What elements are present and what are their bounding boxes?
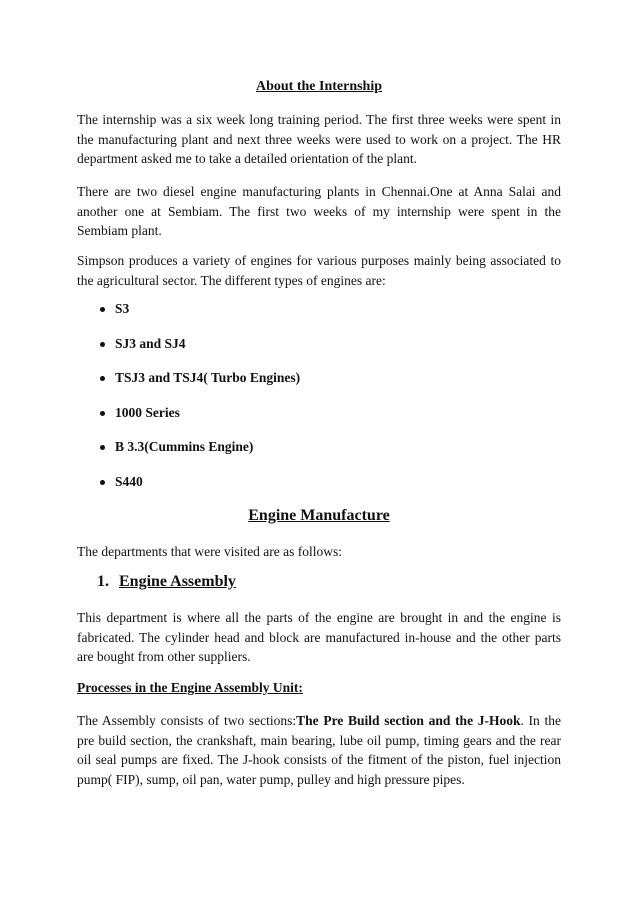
list-item-label: S440 <box>115 473 143 489</box>
plants-paragraph: There are two diesel engine manufacturing plants in Chennai.One at Anna Salai and another one at Sembiam. The first two weeks of my internship were spent in the Sembiam plant. <box>77 184 561 238</box>
departments-intro-paragraph: The departments that were visited are as follows: <box>77 544 343 559</box>
bullet-icon <box>100 307 105 312</box>
list-item <box>77 369 561 404</box>
list-item-label: TSJ3 and TSJ4( Turbo Engines) <box>115 370 301 385</box>
bullet-icon <box>100 411 105 416</box>
about-internship-heading: About the Internship <box>255 79 383 94</box>
engine-manufacture-heading: Engine Manufacture <box>248 507 390 524</box>
bullet-icon <box>100 376 105 381</box>
list-item <box>77 404 561 439</box>
bullet-icon <box>100 445 105 450</box>
list-item-label: S3 <box>115 301 130 316</box>
list-item-label: SJ3 and SJ4 <box>115 335 186 351</box>
engine-assembly-heading <box>97 573 236 591</box>
section-title: Engine Assembly <box>119 573 236 590</box>
sections-bold-text: The Pre Build section and the J-Hook <box>296 713 521 728</box>
list-item <box>77 335 561 370</box>
engine-types-list <box>77 300 561 507</box>
internship-duration-paragraph: The internship was a six week long training period. The first three weeks were spent in the manufacturing plant and next three weeks were used to work on a project. The HR department asked me to take a detailed orientation of the plant. <box>77 112 561 166</box>
engine-assembly-paragraph: This department is where all the parts of the engine are brought in and the engine is fabricated. The cylinder head and block are manufactured in-house and the other parts are bought from other suppliers. <box>77 610 561 664</box>
list-item <box>77 473 561 508</box>
section-number: 1. <box>97 573 109 590</box>
engine-variety-paragraph: Simpson produces a variety of engines for various purposes mainly being associated to the agricultural sector. The different types of engines are: <box>77 253 561 288</box>
assembly-sections-paragraph <box>77 711 561 789</box>
processes-heading: Processes in the Engine Assembly Unit: <box>77 680 303 695</box>
bullet-icon <box>100 342 105 347</box>
sections-lead-text: The Assembly consists of two sections: <box>77 713 297 728</box>
list-item-label: 1000 Series <box>115 404 180 420</box>
list-item <box>77 438 561 473</box>
list-item-label: B 3.3(Cummins Engine) <box>115 439 254 454</box>
list-item <box>77 300 561 335</box>
bullet-icon <box>100 480 105 485</box>
sections-rest-text: . In the pre build section, the crankshaft, main bearing, lube oil pump, timing gears and the rear oil seal pumps are fixed. The J-hook consists of the fitment of the piston, fuel injection pump( FIP), sump, oil pan, water pump, pulley and high pressure pipes. <box>77 713 561 787</box>
